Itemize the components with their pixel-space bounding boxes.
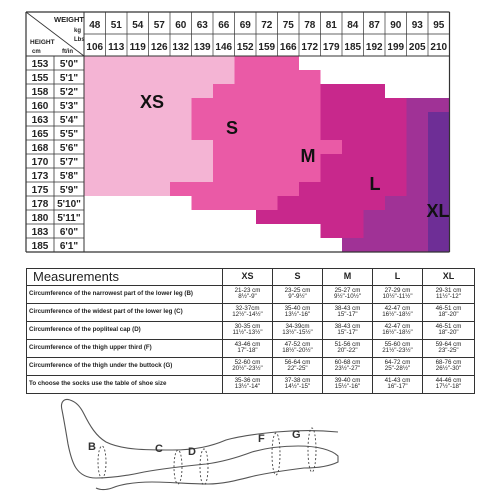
measurements-title: Measurements [27,269,223,286]
size-region-m [299,182,407,196]
size-regions [84,56,450,252]
measurement-value-l [373,375,423,393]
value-cm: 35-36 cm [234,376,261,384]
measurement-value-m [323,321,373,339]
value-inch: 16"-17" [387,383,408,391]
size-region-m [321,168,407,182]
height-cm-cell: 183 [31,227,49,238]
size-region-s [235,70,321,84]
height-label: HEIGHT [30,39,55,46]
height-cm-cell: 153 [31,59,49,70]
height-cm-cell: 180 [31,213,49,224]
value-inch: 15"-17" [337,311,358,319]
size-region-l [407,126,429,140]
value-inch: 11½"-13½" [232,329,263,337]
measurement-value-s [273,375,323,393]
value-cm: 47-52 cm [284,340,311,348]
height-ftin-cell: 6'0" [59,227,79,238]
value-inch: 21½"-23½" [382,347,413,355]
height-cm-cell: 175 [31,185,49,196]
height-ftin-cell: 5'8" [59,171,79,182]
value-inch: 18"-20" [438,329,459,337]
measurement-label: Circumference of the popliteal cap (D) [27,321,223,339]
measurement-value-xl [423,339,475,357]
weight-lbs-cell: 166 [279,42,297,53]
measurements-table [26,268,475,394]
value-inch: 16½"-18½" [382,329,413,337]
value-cm: 29-31 cm [435,286,462,294]
weight-kg-cell: 90 [390,20,402,31]
measurement-value-xs [223,303,273,321]
size-region-l [407,98,450,112]
value-cm: 32-37cm [235,304,260,312]
marker-f-ellipse [272,433,280,475]
value-cm: 42-47 cm [384,322,411,330]
header-cells [26,12,85,56]
value-inch: 17½"-18" [435,383,462,391]
value-inch: 25"-28½" [384,365,411,373]
weight-kg-cell: 60 [175,20,187,31]
weight-kg-cell: 57 [153,20,165,31]
height-ftin-cell: 5'10" [57,199,81,210]
size-label-l: L [369,174,381,194]
size-region-xl [428,126,450,238]
height-cm-cell: 168 [31,143,49,154]
measurement-value-m [323,375,373,393]
measurement-value-s [273,321,323,339]
leg-illustration [26,392,474,492]
value-cm: 34-39cm [285,322,310,330]
weight-lbs-cell: 185 [344,42,362,53]
marker-g-ellipse [308,428,316,472]
measurement-value-xs [223,339,273,357]
weight-lbs-cell: 139 [193,42,211,53]
height-ftin-column [57,59,81,252]
size-region-l [342,238,428,252]
value-cm: 42-47 cm [384,304,411,312]
value-cm: 56-64 cm [284,358,311,366]
size-label-s: S [225,118,239,138]
value-cm: 41-43 cm [384,376,411,384]
measurement-label: Circumference of the narrowest part of the lower leg (B) [27,285,223,303]
height-ftin-cell: 6'1" [59,241,79,252]
value-cm: 21-23 cm [234,286,261,294]
weight-kg-cell: 87 [368,20,380,31]
weight-lbs-cell: 210 [430,42,448,53]
size-region-s [192,196,278,210]
size-region-l [385,196,407,210]
size-region-s [192,112,321,140]
weight-kg-cell: 93 [411,20,423,31]
height-cm-cell: 173 [31,171,49,182]
value-cm: 43-46 cm [234,340,261,348]
measurement-value-l [373,303,423,321]
value-cm: 60-68 cm [334,358,361,366]
size-region-m [321,84,386,98]
size-region-s [213,84,321,98]
height-ftin-cell: 5'2" [59,87,79,98]
measurement-value-l [373,357,423,375]
weight-kg-cell: 72 [261,20,273,31]
weight-lbs-cell: 113 [108,42,125,53]
value-inch: 13½"-16" [284,311,311,319]
value-cm: 25-27 cm [334,286,361,294]
value-inch: 9½"-10½" [333,293,362,301]
height-cm-cell: 178 [31,199,49,210]
value-inch: 18½"-20½" [282,347,313,355]
measurement-row [27,375,475,393]
height-cm-cell: 160 [31,101,49,112]
marker-d-ellipse [200,449,208,485]
marker-f-label: F [258,433,265,445]
value-cm: 46-51 cm [435,304,462,312]
measurement-value-m [323,285,373,303]
cm-label: cm [32,49,41,55]
value-inch: 22"-25" [287,365,308,373]
size-region-s [170,182,299,196]
height-cm-cell: 185 [31,241,49,252]
measurement-value-xl [423,321,475,339]
height-cm-cell: 155 [31,73,49,84]
weight-label: WEIGHT [54,15,84,24]
height-ftin-cell: 5'6" [59,143,79,154]
weight-lbs-cell: 152 [236,42,254,53]
weight-kg-cell: 54 [132,20,144,31]
size-label-xl: XL [426,201,450,221]
height-ftin-cell: 5'5" [59,129,79,140]
measurement-label: Circumference of the thigh under the buttock (G) [27,357,223,375]
value-cm: 44-46 cm [435,376,462,384]
weight-kg-cell: 51 [110,20,122,31]
size-region-l [364,210,407,224]
measurement-label: Circumference of the thigh upper third (F) [27,339,223,357]
height-cm-cell: 170 [31,157,49,168]
weight-lbs-cell: 192 [365,42,383,53]
size-region-s [213,168,321,182]
weight-lbs-cell: 106 [86,42,104,53]
leg-top-contour [70,400,338,450]
value-inch: 12½"-14½" [232,311,263,319]
size-region-m [278,196,386,210]
weight-lbs-row [86,42,447,53]
size-region-m [321,224,364,238]
marker-b-ellipse [98,446,106,478]
size-region-m [321,112,407,140]
value-cm: 59-64 cm [435,340,462,348]
size-region-s [213,140,342,154]
value-inch: 13½"-14" [234,383,261,391]
weight-kg-row [89,20,445,31]
weight-lbs-cell: 199 [387,42,405,53]
measurement-row [27,339,475,357]
lbs-label: Lbs [74,37,85,43]
size-header-xl: XL [423,269,475,286]
measurement-value-l [373,321,423,339]
size-label-m: M [300,146,316,166]
height-ftin-cell: 5'4" [59,115,79,126]
weight-lbs-cell: 159 [258,42,276,53]
measurement-value-l [373,285,423,303]
weight-lbs-cell: 126 [150,42,168,53]
value-inch: 20½"-23½" [232,365,263,373]
weight-kg-cell: 95 [433,20,445,31]
size-region-xl [428,112,450,126]
weight-kg-cell: 81 [325,20,337,31]
size-header-m: M [323,269,373,286]
weight-kg-cell: 48 [89,20,101,31]
marker-d-label: D [188,446,196,458]
value-inch: 23"-25" [438,347,459,355]
height-cm-column [32,59,49,252]
measurement-label: Circumference of the widest part of the lower leg (C) [27,303,223,321]
value-cm: 39-40 cm [334,376,361,384]
weight-lbs-cell: 179 [322,42,340,53]
weight-kg-cell: 66 [218,20,230,31]
value-inch: 16½"-18½" [382,311,413,319]
value-inch: 26½"-30" [435,365,462,373]
measurement-value-xl [423,303,475,321]
size-region-xl [428,238,450,252]
measurement-value-s [273,285,323,303]
height-ftin-cell: 5'9" [59,185,79,196]
measurement-value-xl [423,357,475,375]
measurement-value-s [273,357,323,375]
weight-kg-cell: 63 [196,20,208,31]
leg-outline [61,399,338,489]
weight-lbs-cell: 205 [408,42,426,53]
size-region-s [192,98,321,112]
weight-lbs-cell: 172 [301,42,319,53]
size-header-xs: XS [223,269,273,286]
height-cm-cell: 158 [31,87,49,98]
weight-lbs-cell: 119 [129,42,146,53]
value-inch: 17"-18" [237,347,258,355]
value-cm: 38-43 cm [334,304,361,312]
measurement-value-xl [423,375,475,393]
measurements-body [27,285,475,393]
value-inch: 10½"-11½" [382,293,413,301]
height-ftin-cell: 5'7" [59,157,79,168]
weight-kg-cell: 75 [282,20,294,31]
height-ftin-cell: 5'0" [59,59,79,70]
size-region-xs [84,182,170,196]
measurement-value-m [323,357,373,375]
value-inch: 13½"-15½" [282,329,313,337]
height-ftin-cell: 5'11" [57,213,81,224]
value-cm: 27-29 cm [384,286,411,294]
size-region-m [321,98,407,112]
value-cm: 68-76 cm [435,358,462,366]
value-cm: 35-40 cm [284,304,311,312]
measurement-value-s [273,339,323,357]
value-cm: 30-35 cm [234,322,261,330]
size-header-l: L [373,269,423,286]
height-cm-cell: 165 [31,129,49,140]
value-cm: 64-72 cm [384,358,411,366]
value-inch: 14½"-15" [284,383,311,391]
weight-kg-cell: 69 [239,20,251,31]
measurements-header-row [27,269,475,286]
measurement-row [27,357,475,375]
measurement-value-xs [223,321,273,339]
measurement-value-l [373,339,423,357]
kg-label: kg [74,28,82,34]
ftin-label: ft/in [62,49,73,55]
size-region-l [364,224,407,238]
value-inch: 18"-20" [438,311,459,319]
measurement-value-xs [223,285,273,303]
height-ftin-cell: 5'3" [59,101,79,112]
value-inch: 11½"-12" [436,293,461,301]
size-region-l [407,140,429,238]
measurement-label: To choose the socks use the table of shoe size [27,375,223,393]
measurement-row [27,285,475,303]
size-region-s [235,56,300,70]
measurement-value-m [323,339,373,357]
measurement-value-xs [223,357,273,375]
weight-lbs-cell: 132 [172,42,190,53]
size-region-m [342,140,407,154]
marker-c-label: C [155,443,163,455]
size-header-s: S [273,269,323,286]
value-inch: 15"-17" [337,329,358,337]
size-label-xs: XS [139,92,165,112]
marker-b-label: B [88,441,96,453]
size-region-l [407,112,429,126]
weight-kg-cell: 78 [304,20,316,31]
measurement-value-s [273,303,323,321]
height-cm-cell: 163 [31,115,49,126]
value-cm: 38-43 cm [334,322,361,330]
value-cm: 46-51 cm [435,322,462,330]
value-inch: 15½"-16" [334,383,361,391]
size-region-m [321,154,407,168]
weight-lbs-cell: 146 [215,42,233,53]
value-inch: 8½"-9" [238,293,257,301]
value-cm: 55-60 cm [384,340,411,348]
height-ftin-cell: 5'1" [59,73,79,84]
measurement-value-m [323,303,373,321]
measurement-value-xs [223,375,273,393]
value-cm: 52-60 cm [234,358,261,366]
value-cm: 23-25 cm [284,286,311,294]
measurement-row [27,321,475,339]
weight-kg-cell: 84 [347,20,359,31]
value-inch: 9"-9½" [288,293,307,301]
value-cm: 37-38 cm [284,376,311,384]
value-inch: 23½"-27" [334,365,361,373]
marker-g-label: G [292,429,301,441]
size-region-m [256,210,364,224]
value-cm: 51-56 cm [334,340,361,348]
value-inch: 20"-22" [337,347,358,355]
measurement-row [27,303,475,321]
measurement-value-xl [423,285,475,303]
